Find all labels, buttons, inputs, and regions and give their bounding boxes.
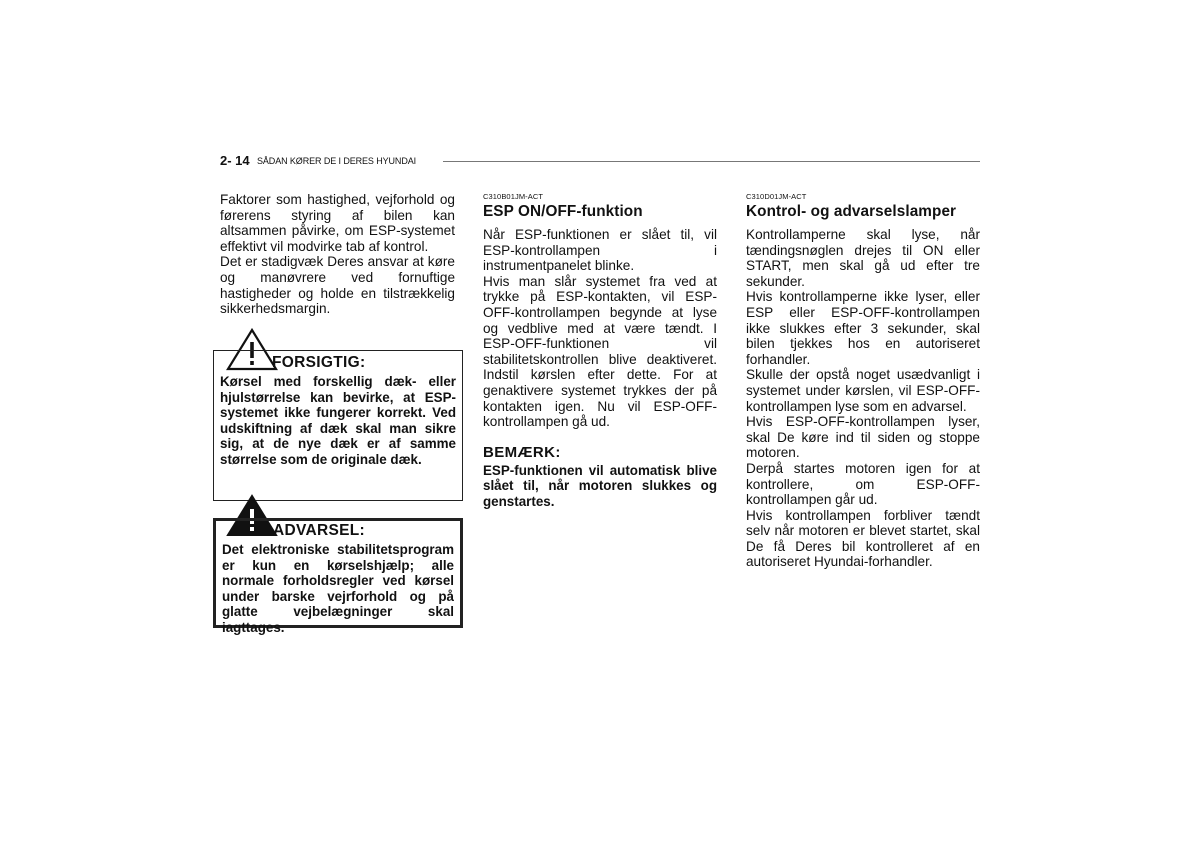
paragraph: Når ESP-funktionen er slået til, vil ESP-kontrollampen i instrumentpanelet blinke. [483, 227, 717, 274]
note-text: ESP-funktionen vil automatisk blive slået til, når motoren slukkes og genstartes. [483, 462, 717, 509]
page-header [220, 153, 980, 169]
section-code: C310D01JM-ACT [746, 192, 807, 201]
column-right [746, 192, 980, 570]
paragraph: Det er stadigvæk Deres ansvar at køre og manøvrere ved fornuftige hastigheder og holde en tilstrækkelig sikkerhedsmargin. [220, 254, 455, 317]
header-rule [443, 161, 980, 162]
warning-title: ADVARSEL: [273, 522, 365, 539]
section-title: SÅDAN KØRER DE I DERES HYUNDAI [257, 156, 417, 166]
section-code: C310B01JM-ACT [483, 192, 544, 201]
paragraph: Hvis man slår systemet fra ved at trykke på ESP-kontakten, vil ESP-OFF-kontrollampen begynde at lyse og vedblive med at være tændt. I ESP-OFF-funktionen vil stabilitetskontrollen blive deaktiveret. Indstil kørslen efter dette. For at genaktivere systemet trykkes der på kontakten igen. Nu vil ESP-OFF-kontrollampen gå ud. [483, 273, 717, 430]
warning-box [213, 518, 463, 635]
section-heading: ESP ON/OFF-funktion [483, 203, 643, 220]
note-title: BEMÆRK: [483, 443, 561, 461]
warning-text: Det elektroniske stabilitetsprogram er kun en kørselshjælp; alle normale forholdsregler ved kørsel under barske vejrforhold og på glatte vejbelægninger skal iagttages. [222, 542, 454, 635]
column-left [220, 192, 455, 317]
paragraph: Faktorer som hastighed, vejforhold og førerens styring af bilen kan altsammen påvirke, om ESP-systemet effektivt vil modvirke tab af kontrol. [220, 192, 455, 254]
caution-box [213, 350, 463, 501]
caution-title: FORSIGTIG: [272, 354, 366, 371]
paragraph: Hvis ESP-OFF-kontrollampen lyser, skal De køre ind til siden og stoppe motoren. [746, 414, 980, 461]
section-heading: Kontrol- og advarselslamper [746, 203, 957, 220]
page-number: 2- 14 [220, 153, 250, 168]
column-middle [483, 192, 717, 510]
paragraph: Hvis kontrollamperne ikke lyser, eller ESP eller ESP-OFF-kontrollampen ikke slukkes efter 3 sekunder, skal bilen tjekkes hos en autoriseret forhandler. [746, 289, 980, 367]
paragraph: Kontrollamperne skal lyse, når tændingsnøglen drejes til ON eller START, men skal gå ud efter tre sekunder. [746, 227, 980, 289]
paragraph: Skulle der opstå noget usædvanligt i systemet under kørslen, vil ESP-OFF-kontrollampen lyse som en advarsel. [746, 367, 980, 414]
paragraph: Derpå startes motoren igen for at kontrollere, om ESP-OFF-kontrollampen går ud. [746, 460, 980, 508]
caution-text: Kørsel med forskellig dæk- eller hjulstørrelse kan bevirke, at ESP-systemet ikke fungerer korrekt. Ved udskiftning af dæk skal man sikre sig, at de nye dæk er af samme størrelse som de originale dæk. [220, 374, 456, 467]
paragraph: Hvis kontrollampen forbliver tændt selv når motoren er blevet startet, skal De få Deres bil kontrolleret af en autoriseret Hyundai-forhandler. [746, 507, 980, 570]
